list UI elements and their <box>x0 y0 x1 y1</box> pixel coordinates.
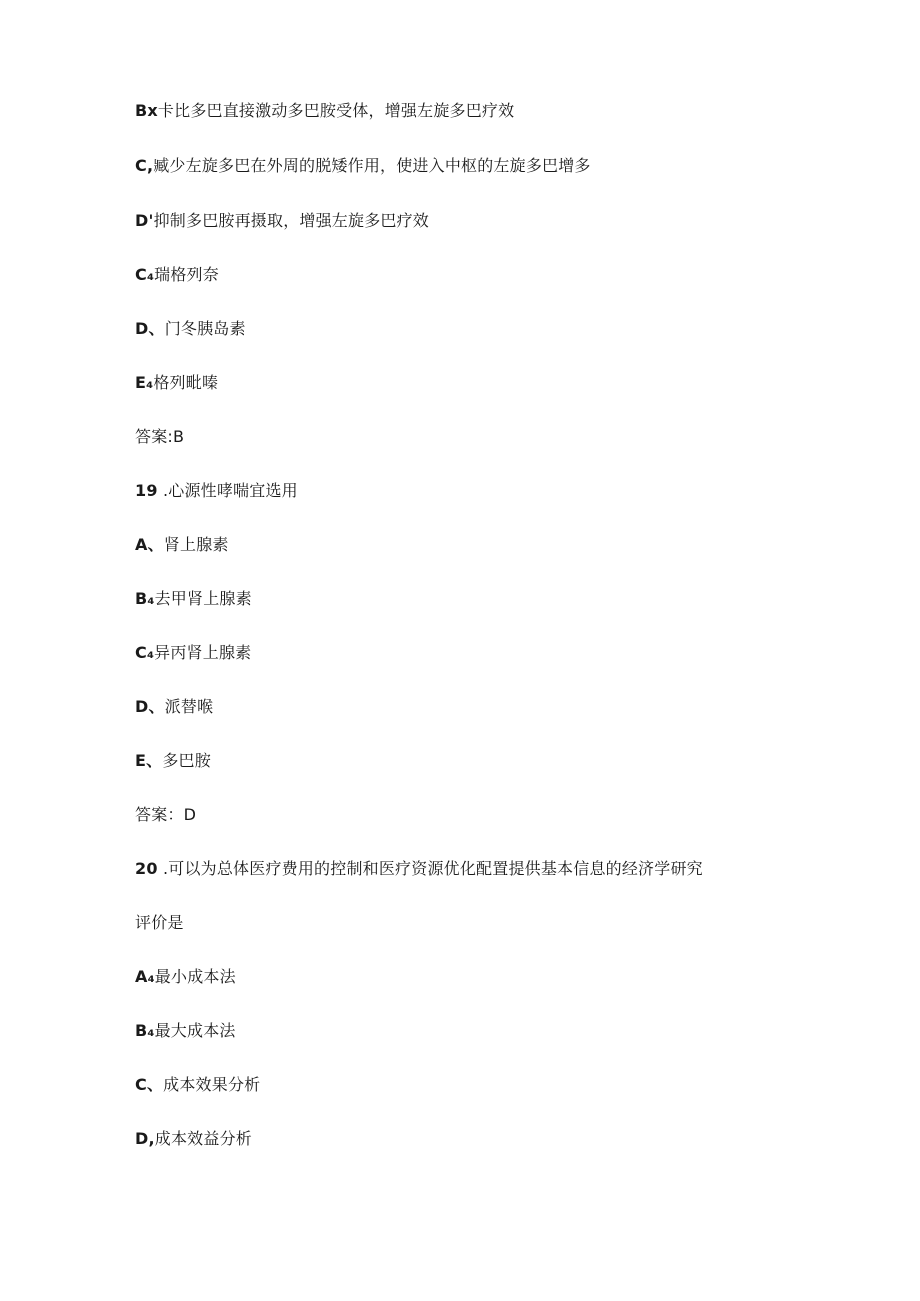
option-text: 抑制多巴胺再摄取，增强左旋多巴疗效 <box>153 211 429 230</box>
option-text: 成本效果分析 <box>163 1075 261 1094</box>
option-label: C, <box>135 156 154 175</box>
option-b-line <box>135 1020 236 1042</box>
option-d-line <box>135 696 213 718</box>
option-label: E、 <box>135 751 163 770</box>
option-c-line <box>135 155 591 177</box>
option-label: Bx <box>135 101 158 120</box>
answer-line <box>135 804 196 826</box>
answer-line <box>135 426 184 448</box>
option-text: 肾上腺素 <box>163 535 229 554</box>
option-d-line <box>135 1128 252 1150</box>
option-label: A、 <box>135 535 164 554</box>
option-d-line <box>135 318 246 340</box>
option-text: 去甲肾上腺素 <box>154 589 252 608</box>
option-text: 多巴胺 <box>162 751 211 770</box>
option-b-line <box>135 588 252 610</box>
option-label: C₄ <box>135 265 155 284</box>
option-label: E₄ <box>135 373 154 392</box>
option-label: C₄ <box>135 643 155 662</box>
option-label: A₄ <box>135 967 155 986</box>
option-label: D' <box>135 211 154 230</box>
option-label: D, <box>135 1129 155 1148</box>
question-20-continuation <box>135 912 184 934</box>
option-c-line <box>135 642 251 664</box>
option-e-line <box>135 750 211 772</box>
option-e-line <box>135 372 218 394</box>
question-19 <box>135 480 298 502</box>
option-text: 最大成本法 <box>154 1021 236 1040</box>
question-text: .心源性哮喘宜选用 <box>157 481 298 500</box>
option-text: 瑞格列奈 <box>154 265 219 284</box>
option-text: 卡比多巴直接激动多巴胺受体，增强左旋多巴疗效 <box>157 101 515 120</box>
option-d-line <box>135 210 429 232</box>
option-text: 臧少左旋多巴在外周的脱矮作用，使进入中枢的左旋多巴增多 <box>153 156 591 175</box>
option-a-line <box>135 534 229 556</box>
question-text: 评价是 <box>135 913 184 932</box>
option-c-line <box>135 264 219 286</box>
option-a-line <box>135 966 236 988</box>
answer-text: 答案:B <box>135 427 185 446</box>
option-label: C、 <box>135 1075 164 1094</box>
option-text: 派替喉 <box>164 697 214 716</box>
option-label: D、 <box>135 697 165 716</box>
question-number: 19 <box>135 481 158 500</box>
option-text: 成本效益分析 <box>154 1129 252 1148</box>
option-text: 格列毗嗪 <box>153 373 219 392</box>
option-text: 门冬胰岛素 <box>164 319 246 338</box>
option-label: D、 <box>135 319 165 338</box>
answer-text: 答案：D <box>135 805 197 824</box>
option-c-line <box>135 1074 260 1096</box>
question-20 <box>135 858 703 880</box>
option-text: 异丙肾上腺素 <box>154 643 252 662</box>
option-label: B₄ <box>135 1021 155 1040</box>
option-label: B₄ <box>135 589 155 608</box>
question-number: 20 <box>135 859 158 878</box>
question-text: .可以为总体医疗费用的控制和医疗资源优化配置提供基本信息的经济学研究 <box>157 859 703 878</box>
option-text: 最小成本法 <box>154 967 236 986</box>
option-b-line <box>135 100 514 122</box>
